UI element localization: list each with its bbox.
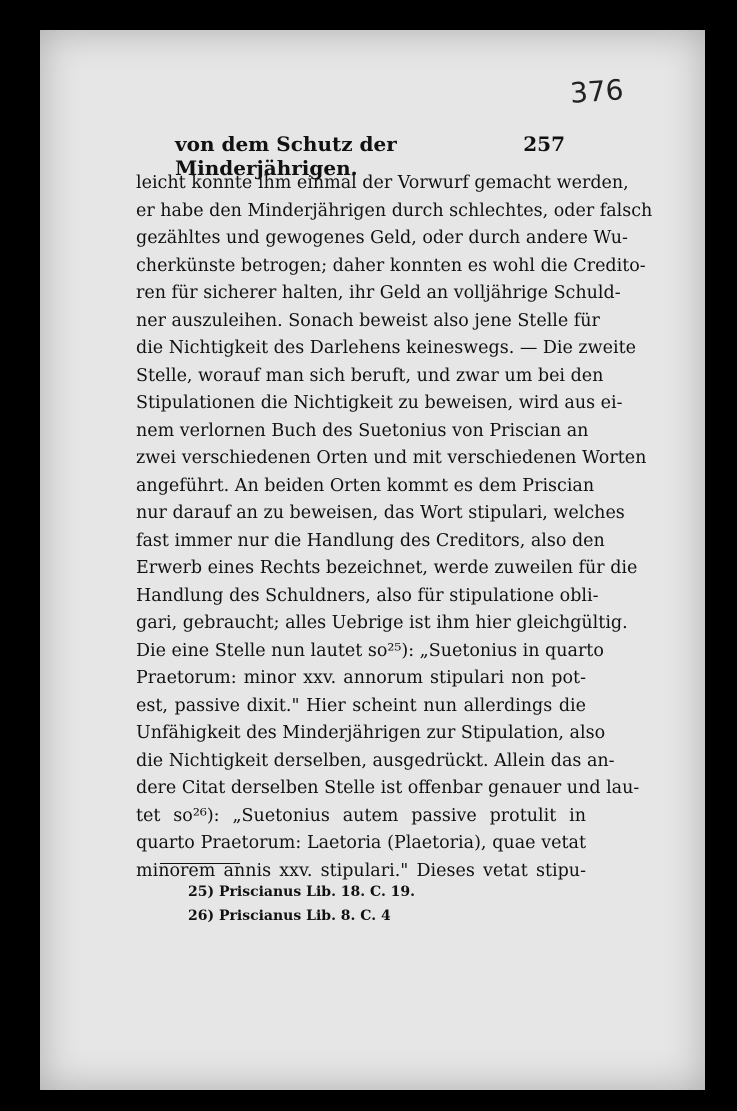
scanned-page xyxy=(40,30,705,1090)
text-line: er habe den Minderjährigen durch schlechtes, oder falsch xyxy=(136,200,653,221)
text-line: leicht konnte ihm einmal der Vorwurf gemacht werden, xyxy=(136,173,629,193)
footnote: 25) Priscianus Lib. 18. C. 19. xyxy=(188,884,416,900)
text-line: gezähltes und gewogenes Geld, oder durch andere Wu- xyxy=(136,228,628,248)
text-line: Handlung des Schuldners, also für stipulatione obli- xyxy=(136,585,599,606)
footnote: 26) Priscianus Lib. 8. C. 4 xyxy=(188,908,391,924)
text-line: quarto Praetorum: Laetoria (Plaetoria), quae vetat xyxy=(136,833,586,853)
text-line: minorem annis xxv. stipulari." Dieses vetat stipu- xyxy=(136,860,586,881)
footnotes xyxy=(188,880,415,928)
text-line: gari, gebraucht; alles Uebrige ist ihm hier gleichgültig. xyxy=(136,613,628,633)
text-line: est, passive dixit." Hier scheint nun allerdings die xyxy=(136,695,586,716)
text-line: Erwerb eines Rechts bezeichnet, werde zuweilen für die xyxy=(136,558,638,578)
text-line: cherkünste betrogen; daher konnten es wohl die Credito- xyxy=(136,255,646,276)
text-line: Unfähigkeit des Minderjährigen zur Stipulation, also xyxy=(136,723,606,743)
text-line: nem verlornen Buch des Suetonius von Priscian an xyxy=(136,420,589,441)
handwritten-folio-number: 376 xyxy=(568,73,625,110)
text-line: Praetorum: minor xxv. annorum stipulari non pot- xyxy=(136,668,586,688)
text-line: nur darauf an zu beweisen, das Wort stipulari, welches xyxy=(136,503,625,523)
text-line: zwei verschiedenen Orten und mit verschiedenen Worten xyxy=(136,448,647,468)
body-text xyxy=(136,170,653,885)
text-line: angeführt. An beiden Orten kommt es dem Priscian xyxy=(136,475,595,496)
header-title: von dem Schutz der Minderjährigen. xyxy=(175,132,397,180)
text-line: die Nichtigkeit derselben, ausgedrückt. Allein das an- xyxy=(136,750,615,771)
text-line: Die eine Stelle nun lautet so²⁵): „Suetonius in quarto xyxy=(136,640,604,661)
text-line: Stelle, worauf man sich beruft, und zwar um bei den xyxy=(136,365,604,386)
text-line: tet so²⁶): „Suetonius autem passive protulit in xyxy=(136,805,586,826)
text-line: dere Citat derselben Stelle ist offenbar genauer und lau- xyxy=(136,778,640,798)
text-line: die Nichtigkeit des Darlehens keineswegs. — Die zweite xyxy=(136,338,636,358)
text-line: ner auszuleihen. Sonach beweist also jene Stelle für xyxy=(136,310,600,331)
text-line: ren für sicherer halten, ihr Geld an volljährige Schuld- xyxy=(136,283,621,303)
footnote-divider xyxy=(160,863,240,864)
page-number: 257 xyxy=(523,132,565,156)
text-line: Stipulationen die Nichtigkeit zu beweisen, wird aus ei- xyxy=(136,393,623,413)
text-line: fast immer nur die Handlung des Creditors, also den xyxy=(136,530,605,551)
